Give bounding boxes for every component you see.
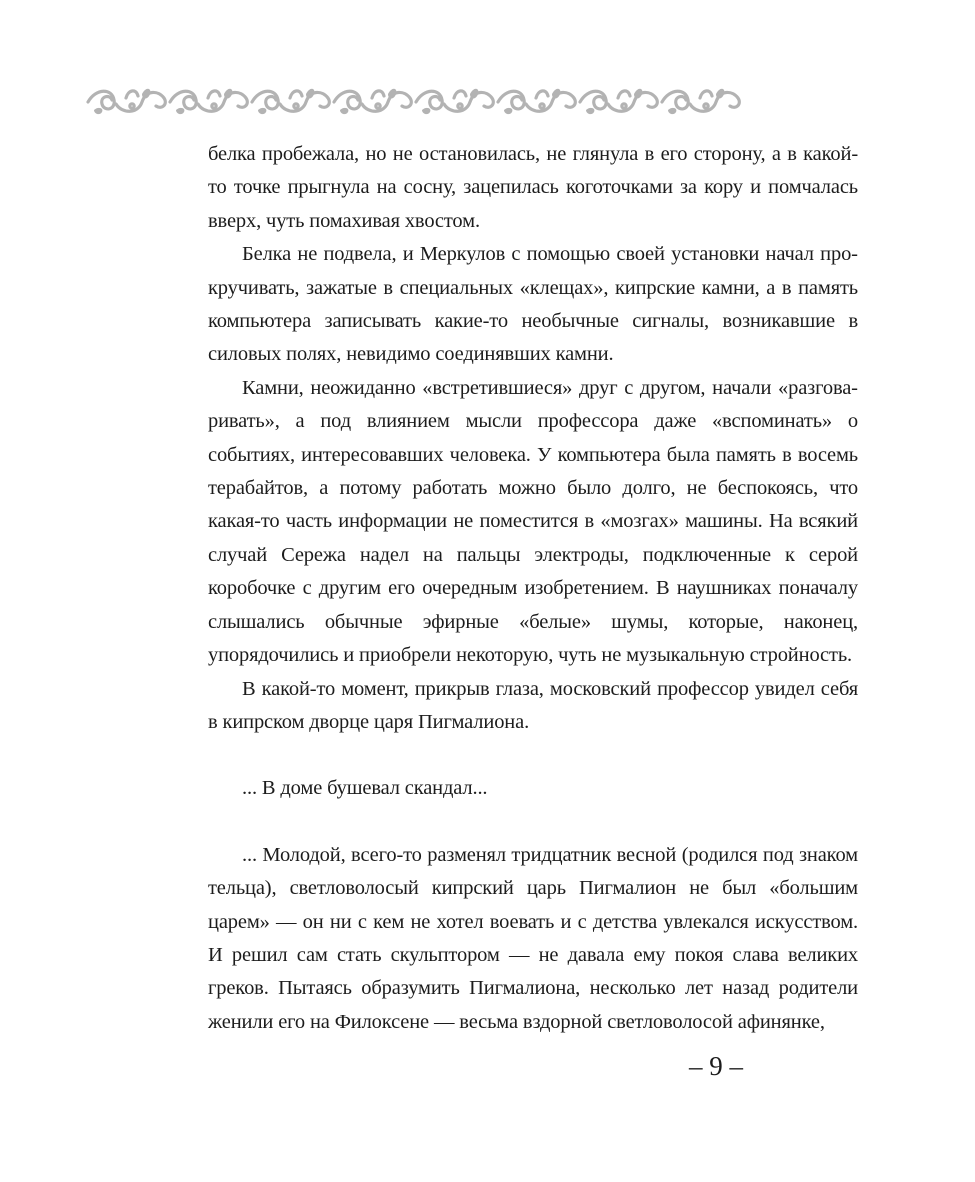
paragraph: ... Молодой, всего-то разменял тридцатник весной (родился под знаком тельца), светловолосый кипрский царь Пигмалион не был «большим царем» — он ни с кем не хотел воевать и с детства увлекался искусством. И решил сам стать скульптором — не давала ему покоя слава великих греков. Пытаясь образумить Пигмалиона, несколько лет назад родители женили его на Филоксене — весьма вздорной светловолосой афинянке, — [208, 843, 858, 1033]
page-body — [208, 138, 858, 1039]
paragraph: Белка не подвела, и Меркулов с помощью своей установки начал прокручивать, зажатые в специальных «клещах», кипрские камни, а в память компьютера записывать какие-то необычные сигналы, возникавшие в силовых полях, невидимо соединявших камни. — [208, 243, 858, 366]
paragraph-scene-break: ... В доме бушевал скандал... — [242, 777, 488, 800]
section-gap — [208, 739, 858, 772]
paragraph: Камни, неожиданно «встретившиеся» друг с другом, начали «разговаривать», а под влиянием мысли профессора даже «вспоминать» о событиях, интересовавших человека. У компьютера была память в восемь терабайтов, а потому работать можно было долго, не беспокоясь, что какая-то часть информации не поместится в «мозгах» машины. На всякий случай Сережа надел на пальцы электроды, подключенные к серой коробочке с другим его очередным изобретением. В наушниках поначалу слышались обычные эфирные «белые» шумы, которые, наконец, упорядочились и приобрели некоторую, чуть не музыкальную стройность. — [208, 376, 858, 667]
section-gap — [208, 806, 858, 839]
paragraph: В какой-то момент, прикрыв глаза, московский профессор увидел себя в кипрском дворце царя Пигмалиона. — [208, 677, 858, 733]
page-number: – 9 – — [689, 1051, 743, 1081]
decorative-ornament-border — [86, 80, 742, 120]
paragraph: белка пробежала, но не остановилась, не глянула в его сторону, а в какой-то точке прыгнула на сосну, зацепилась коготочками за кору и помчалась вверх, чуть помахивая хвостом. — [208, 143, 858, 232]
